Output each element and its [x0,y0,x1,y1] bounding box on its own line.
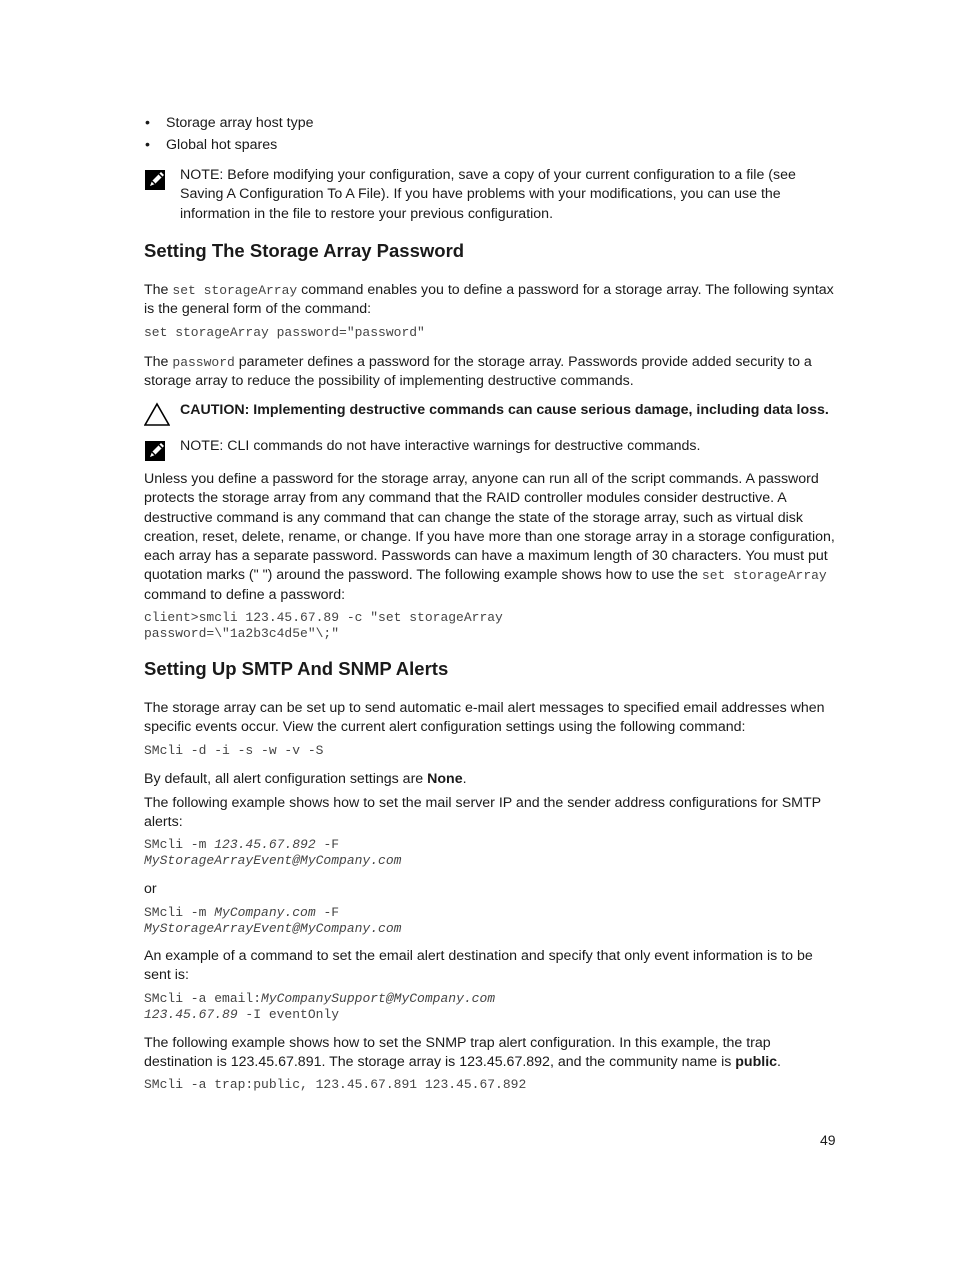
inline-code: set storageArray [701,568,827,584]
inline-code: password [172,355,235,370]
paragraph: The set storageArray command enables you to define a password for a storage array. The following syntax is the general form of the command: [144,282,834,318]
code-block: SMcli -m MyCompany.com -F MyStorageArrayEvent@MyCompany.com [144,905,402,936]
code-block: SMcli -m 123.45.67.892 -F MyStorageArrayEvent@MyCompany.com [144,837,402,868]
paragraph: The following example shows how to set the mail server IP and the sender address configurations for SMTP alerts: [144,795,821,831]
note-paragraph [180,437,836,456]
paragraph: By default, all alert configuration settings are None. [144,771,467,787]
note-pencil-icon [144,439,168,463]
bullet-list [144,112,313,156]
caution-triangle-icon [144,402,168,426]
code-block: client>smcli 123.45.67.89 -c "set storageArray password=\"1a2b3c4d5e"\;" [144,610,503,641]
list-item: • Global hot spares [144,134,313,156]
note-body: Before modifying your configuration, save a copy of your current configuration to a file (see Saving A Configuration To A File). If you have problems with your modifications, you can use the information in the file to restore your previous configuration. [180,167,796,222]
paragraph: or [144,881,157,897]
note-label: NOTE: [180,438,224,454]
code-block: SMcli -a email:MyCompanySupport@MyCompany.com 123.45.67.89 -I eventOnly [144,991,496,1022]
note-body: CLI commands do not have interactive warnings for destructive commands. [223,438,701,454]
section-heading: Setting Up SMTP And SNMP Alerts [144,658,449,679]
list-item: • Storage array host type [144,112,313,134]
note-pencil-icon [144,168,168,192]
paragraph: The password parameter defines a password for the storage array. Passwords provide added security to a storage array to reduce the possibility of implementing destructive commands. [144,354,812,390]
code-block: SMcli -a trap:public, 123.45.67.891 123.45.67.892 [144,1077,527,1092]
paragraph: The following example shows how to set the SNMP trap alert configuration. In this example, the trap destination is 123.45.67.891. The storage array is 123.45.67.892, and the community name is public. [144,1035,781,1071]
inline-code: set storageArray [172,283,298,298]
paragraph: Unless you define a password for the storage array, anyone can run all of the script commands. A password protects the storage array from any command that the RAID controller modules consider destructive. A destructive command is any command that can change the state of the storage array, such as virtual disk creation, reset, delete, rename, or change. If you have more than one storage array in a storage configuration, each array has a separate password. Passwords can have a maximum length of 30 characters. You must put quotation marks (" ") around the password. The following example shows how to use the set storageArray command to define a password: [144,471,835,603]
paragraph: The storage array can be set up to send automatic e-mail alert messages to specified email addresses when specific events occur. View the current alert configuration settings using the following command: [144,700,825,736]
note-paragraph [180,166,836,224]
code-block: SMcli -d -i -s -w -v -S [144,743,324,758]
paragraph: An example of a command to set the email alert destination and specify that only event information is to be sent is: [144,948,813,984]
code-block: set storageArray password="password" [144,325,425,340]
page-number: 49 [820,1132,836,1148]
caution-text: CAUTION: Implementing destructive commands can cause serious damage, including data loss. [180,402,829,418]
section-heading: Setting The Storage Array Password [144,240,465,261]
note-label: NOTE: [180,167,224,183]
